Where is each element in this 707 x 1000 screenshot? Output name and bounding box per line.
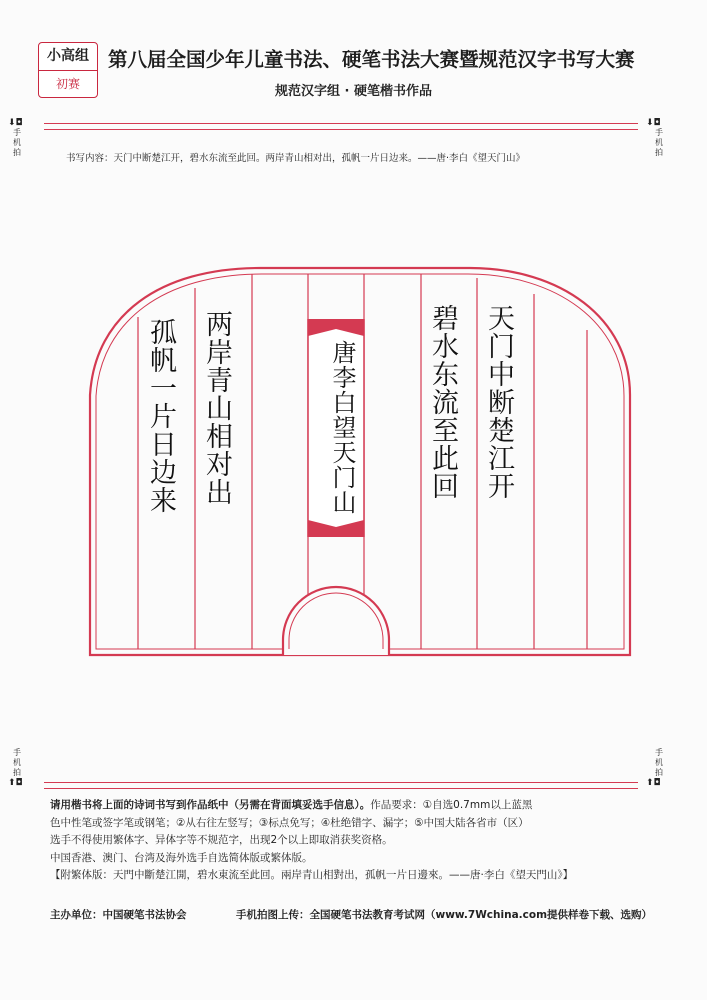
photo-mark-label: 手机拍	[13, 748, 21, 777]
writing-content-line: 书写内容：天门中断楚江开，碧水东流至此回。两岸青山相对出，孤帆一片日边来。——唐·李白《望天门山》	[66, 153, 526, 164]
page-subtitle: 规范汉字组 · 硬笔楷书作品	[275, 84, 432, 99]
photo-mark-label: 手机拍	[655, 748, 663, 777]
requirements-notes	[50, 797, 670, 885]
organizer-text: 主办单位：中国硬笔书法协会	[50, 909, 187, 921]
poem-line-1: 天门中断楚江开	[483, 304, 514, 500]
notes-line-3: 选手不得使用繁体字、异体字等不规范字，出现2个以上即取消获奖资格。	[50, 834, 393, 846]
notes-traditional-version: 【附繁体版：天門中斷楚江開，碧水東流至此回。兩岸青山相對出，孤帆一片日邊來。——唐·李白《望天門山》】	[50, 869, 574, 881]
camera-icon: ⬇◘	[646, 118, 661, 128]
bottom-double-rule	[44, 782, 638, 789]
poem-attribution: 唐李白望天门山	[328, 340, 356, 515]
poem-line-3: 两岸青山相对出	[201, 310, 232, 506]
photo-mark-label: 手机拍	[13, 128, 21, 157]
upload-info: 手机拍图上传：全国硬笔书法教育考试网（www.7Wchina.com提供样卷下载、选购）	[236, 909, 653, 921]
notes-instruction: 请用楷书将上面的诗词书写到作品纸中（另需在背面填妥选手信息）。	[50, 799, 371, 811]
photo-mark-bottom-left	[8, 748, 24, 788]
photo-mark-bottom-right	[646, 748, 666, 788]
badge-round-label: 初赛	[55, 77, 80, 91]
camera-icon: ⬇◘	[8, 118, 23, 128]
notes-requirements-start: 作品要求：①自选0.7mm以上蓝黑	[370, 799, 533, 811]
notes-line-4: 中国香港、澳门、台湾及海外选手自选简体版或繁体版。	[50, 851, 313, 864]
camera-icon: ⬆◘	[646, 778, 661, 788]
photo-mark-label: 手机拍	[655, 128, 663, 157]
poem-line-2: 碧水东流至此回	[427, 304, 458, 500]
camera-icon: ⬆◘	[8, 778, 23, 788]
badge-group-label: 小高组	[39, 43, 97, 71]
poem-line-4: 孤帆一片日边来	[145, 318, 176, 514]
notes-line-2: 色中性笔或签字笔或钢笔；②从右往左竖写；③标点免写；④杜绝错字、漏字；⑤中国大陆各省市（区）	[50, 816, 529, 829]
page-title: 第八届全国少年儿童书法、硬笔书法大赛暨规范汉字书写大赛	[108, 48, 635, 71]
